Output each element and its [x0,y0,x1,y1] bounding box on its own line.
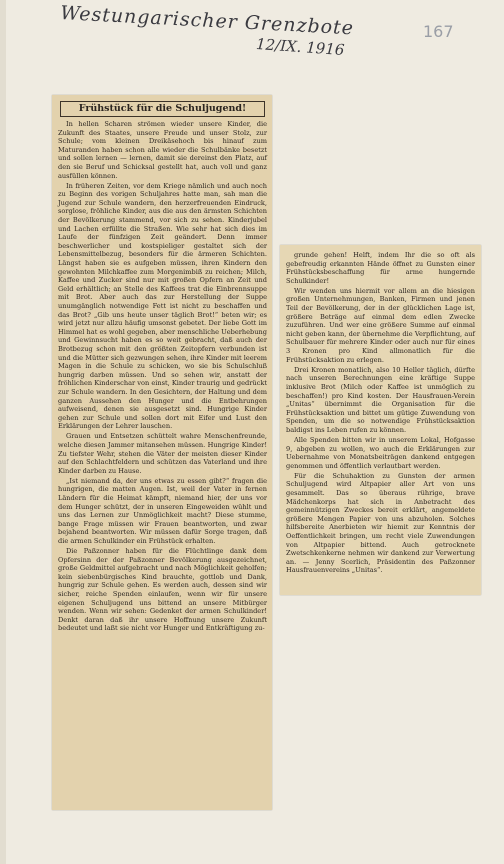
article-paragraph: grunde gehen! Helft, indem Ihr die so oft als gebefreudig erkannten Hände öffnet zu Gunsten einer Frühstücksbeschaffung für arme hungernde Schulkinder! [286,251,475,285]
newspaper-clipping-continuation [280,245,481,595]
sheet-left-edge [0,0,6,864]
article-paragraph: Für die Schuhaktion zu Gunsten der armen Schuljugend wird Altpapier aller Art von uns gesammelt. Das so überaus rührige, brave Mädchenkorps hat sich in Anbetracht des gemeinnützigen Zweckes bereit erklärt, angemeldete größere Mengen Papier von uns abzuholen. Solches hilfsbereite Anerbieten wir hiemit zur Kenntnis der Oeffentlichkeit bringen, um recht viele Zuwendungen von Altpapier bittend. Auch getrocknete Zwetschkenkerne nehmen wir dankend zur Verwertung an. — Jenny Scerlich, Präsidentin des Paßzonner Hausfrauenvereins „Unitas“. [286,471,475,575]
newspaper-clipping-main [52,95,272,810]
article-paragraph: In hellen Scharen strömen wieder unsere Kinder, die Zukunft des Staates, unsere Freude und unser Stolz, zur Schule; vom kleinen Dreikäsehoch bis hinauf zum Maturanden haben schon alle wieder die Schulbänke besetzt und sollen lernen — lernen, damit sie dereinst den Platz, auf den sie Beruf und Schicksal gestellt hat, auch voll und ganz ausfüllen können. [58,120,267,180]
article-headline: Frühstück für die Schuljugend! [60,101,265,117]
article-paragraph: Wir wenden uns hiermit vor allem an die hiesigen großen Unternehmungen, Banken, Firmen und jenen Teil der Bevölkerung, der in der glücklichen Lage ist, größere Beträge auf einmal dem edlen Zwecke zuzuführen. Und wer eine größere Summe auf einmal nicht geben kann, der übernehme die Verpflichtung, auf Schulbauer für mehrere Kinder oder auch nur für eines 3 Kronen pro Kind allmonatlich für die Frühstücksaktion zu erlegen. [286,286,475,364]
article-paragraph: Alle Spenden bitten wir in unserem Lokal, Hofgasse 9, abgeben zu wollen, wo auch die Erklärungen zur Uebernahme von Monatsbeiträgen dankend entgegen genommen und öffentlich verlautbart werden. [286,435,475,470]
article-paragraph: „Ist niemand da, der uns etwas zu essen gibt?“ fragen die hungrigen, die matten Augen. Ist, weil der Vater in fernen Ländern für die Heimat kämpft, niemand hier, der uns vor dem Hunger schützt, der in unseren Eingeweiden wühlt und uns das Lernen zur Unmöglichkeit macht? Diese stumme, bange Frage müssen wir Frauen beantworten, und zwar bejahend beantworten. Wir müssen dafür Sorge tragen, daß die armen Schulkinder ein Frühstück erhalten. [58,476,267,545]
article-paragraph: Die Paßzonner haben für die Flüchtlinge dank dem Opfersinn der der Paßzonner Bevölkerung ausgezeichnet, große Geldmittel aufgebracht und nach Möglichkeit geholfen; kein siebenbürgisches Kind brauchte, gottlob und Dank, hungrig zur Schule gehen. Es werden auch, dessen sind wir sicher, reiche Spenden einlaufen, wenn wir für unsere eigenen Schuljugend uns bittend an unsere Mitbürger wenden. Wenn wir sehen: Gedenket der armen Schulkinder! Denkt daran daß ihr unsere Hoffnung unsere Zukunft bedeutet und laßt sie nicht vor Hunger und Entkräftigung zu- [58,547,267,633]
article-paragraph: In früheren Zeiten, vor dem Kriege nämlich und auch noch zu Beginn des vorigen Schuljahres hatte man, sah man die Jugend zur Schule wandern, den herzerfreuenden Eindruck, sorglose, fröhliche Kinder, aus die aus den ärmsten Schichten der Bevölkerung stammend, vor sich zu sehen. Kinderjubel und Lachen erfüllte die Straßen. Wie sehr hat sich dies im Laufe der fünfzigen Zeit geändert. Denn immer beschwerlicher und kostspieliger gestaltet sich der Lebensmittelbezug, besonders für die ärmeren Schichten. Längst haben sie es aufgeben müssen, ihren Kindern den gewohnten Milchkaffee zum Morgenimbiß zu reichen; Milch, Kaffee und Zucker sind nur mit großen Opfern an Zeit und Geld erhältlich; an Stelle des Kaffees trat die Einbrennsuppe mit Brot. Aber auch das zur Herstellung der Suppe unumgänglich notwendige Fett ist nicht zu beschaffen und das Brot? „Gib uns heute unser täglich Brot!“ beten wir; es wird jetzt nur allzu häufig umsonst gebetet. Der liebe Gott im Himmel hat es wohl gegeben, aber menschliche Ueberhebung und Gewinnsucht haben es so weit gebracht, daß auch der Brotbezug schon mit den größten Zeitopfern verbunden ist und die Mütter sich gezwungen sehen, ihre Kinder mit leerem Magen in die Schule zu schicken, wo sie bis Schulschluß hungrig darben müssen. Und so sehen wir, anstatt der fröhlichen Kinderschar von einst, Kinder traurig und gedrückt zur Schule wandern. In den Gesichtern, der Haltung und dem ganzen Aussehen den Hunger und die Entbehrungen aufweisend, denen sie ausgesetzt sind. Hungrige Kinder gehen zur Schule und sollen dort mit Eifer und Lust den Erklärungen der Lehrer lauschen. [58,181,267,431]
archive-page-number: 167 [423,22,454,41]
clipping-date-handwritten: 12/IX. 1916 [255,34,345,60]
article-paragraph: Grauen und Entsetzen schüttelt wahre Menschenfreunde, welche diesen Jammer mitansehen müssen. Hungrige Kinder! Zu tiefster Wehr, stehen die Väter der meisten dieser Kinder auf den Schlachtfeldern und schützen das Vaterland und ihre Kinder darben zu Hause. [58,432,267,475]
article-paragraph: Drei Kronen monatlich, also 10 Heller täglich, dürfte nach unseren Berechnungen eine kräftige Suppe inklusive Brot (Milch oder Kaffee ist unmöglich zu beschaffen!) pro Kind kosten. Der Hausfrauen-Verein „Unitas“ übernimmt die Organisation für die Frühstücksaktion und bittet um gütige Zuwendung von Spenden, um die so notwendige Frühstücksaktion baldigst ins Leben rufen zu können. [286,365,475,434]
article-column-2 [286,251,475,575]
newspaper-name-handwritten: Westungarischer Grenzbote [59,2,355,40]
article-column-1 [58,120,267,633]
